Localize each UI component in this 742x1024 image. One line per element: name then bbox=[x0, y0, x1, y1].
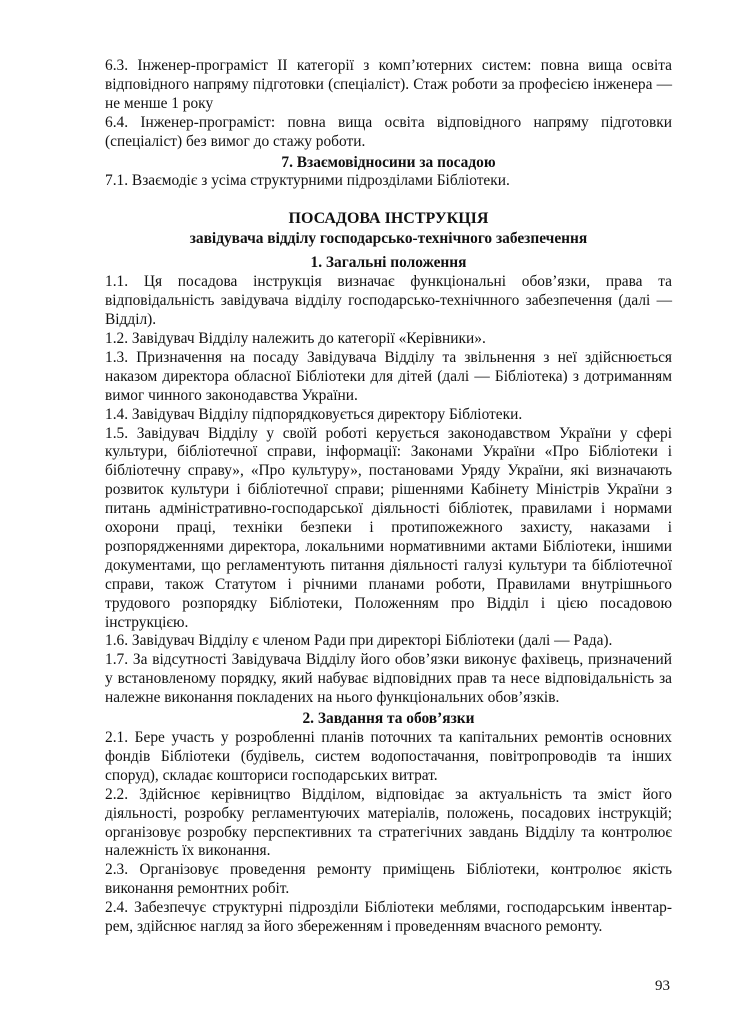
section-7-heading: 7. Взаємовідносини за посадою bbox=[281, 153, 496, 171]
paragraph-2-3: 2.3. Організовує проведення ремонту приміщень Бібліотеки, контролює якість виконання ремонтних робіт. bbox=[105, 861, 672, 898]
paragraph-2-2: 2.2. Здійснює керівництво Відділом, відповідає за актуальність та зміст його діяльності, розробку регламентуючих матеріалів, положень, посадових інструкцій; організовує розробку перспективних та стратегічних завдань Відділу та контролює належність їх виконання. bbox=[105, 785, 672, 860]
paragraph-1-7: 1.7. За відсутності Завідувача Відділу його обов’язки виконує фахівець, призначений у встановленому порядку, який набуває відповідних прав та несе відповідальність за належне виконання покладених на нього функціональних обов’язків. bbox=[105, 651, 672, 707]
paragraph-1-1: 1.1. Ця посадова інструкція визначає функціональні обов’язки, права та відповідальність завідувача відділу господарсько-технічнного забезпечення (далі —Відділ). bbox=[105, 273, 672, 329]
paragraph-7-1: 7.1. Взаємодіє з усіма структурними підрозділами Бібліотеки. bbox=[105, 172, 510, 190]
document-page bbox=[105, 57, 672, 937]
instruction-title: ПОСАДОВА ІНСТРУКЦІЯ bbox=[288, 210, 489, 228]
paragraph-1-4: 1.4. Завідувач Відділу підпорядковується директору Бібліотеки. bbox=[105, 405, 523, 423]
paragraph-1-6: 1.6. Завідувач Відділу є членом Ради при директорі Бібліотеки (далі — Рада). bbox=[105, 632, 613, 650]
paragraph-6-4: 6.4. Інженер-програміст: повна вища освіта відповідного напряму підготовки (спеціаліст) без вимог до стажу роботи. bbox=[105, 113, 672, 150]
paragraph-2-1: 2.1. Бере участь у розробленні планів поточних та капітальних ремонтів основних фондів Бібліотеки (будівель, систем водопостачання, повітропроводів та інших споруд), складає кошториси господарських витрат. bbox=[105, 729, 672, 784]
instruction-subtitle: завідувача відділу господарсько-технічного забезпечення bbox=[189, 230, 588, 248]
paragraph-1-3: 1.3. Призначення на посаду Завідувача Відділу та звільнення з неї здійснюється наказом директора обласної Бібліотеки для дітей (далі — Бібліотека) з дотриманням вимог чинного законодавства України. bbox=[105, 348, 672, 404]
paragraph-1-2: 1.2. Завідувач Відділу належить до категорії «Керівники». bbox=[105, 329, 486, 347]
section-2-heading: 2. Завдання та обов’язки bbox=[302, 710, 475, 728]
section-1-heading: 1. Загальні положення bbox=[310, 254, 467, 272]
page-number: 93 bbox=[655, 978, 670, 994]
paragraph-2-4: 2.4. Забезпечує структурні підрозділи Бібліотеки меблями, господарським інвентаррем, здійснює нагляд за його збереженням і проведенням вчасного ремонту. bbox=[105, 899, 672, 936]
paragraph-6-3: 6.3. Інженер-програміст II категорії з комп’ютерних систем: повна вища освіта відповідного напряму підготовки (спеціаліст). Стаж роботи за професією інженера — не менше 1 року bbox=[105, 57, 672, 112]
paragraph-1-5: 1.5. Завідувач Відділу у своїй роботі керується законодавством України у сфері культури, бібліотечної справи, інформації: Законами України «Про Бібліотеки і бібліотечну справу», «Про культуру», постановами Уряду України, які визначають розвиток культури і бібліотечної справи; рішеннями Кабінету Міністрів України з питань адміністративно-господарської діяльності бібліотек, правилами і нормами охорони праці, техніки безпеки і протипожежного захисту, наказами і розпорядженнями директора, локальними нормативними актами Бібліотеки, іншими документами, що регламентують питання діяльності галузі культури та бібліотечної справи, також Статутом і річними планами роботи, Правилами внутрішнього трудового розпорядку Бібліотеки, Положенням про Відділ і цією посадовою інструкцією. bbox=[105, 424, 672, 631]
